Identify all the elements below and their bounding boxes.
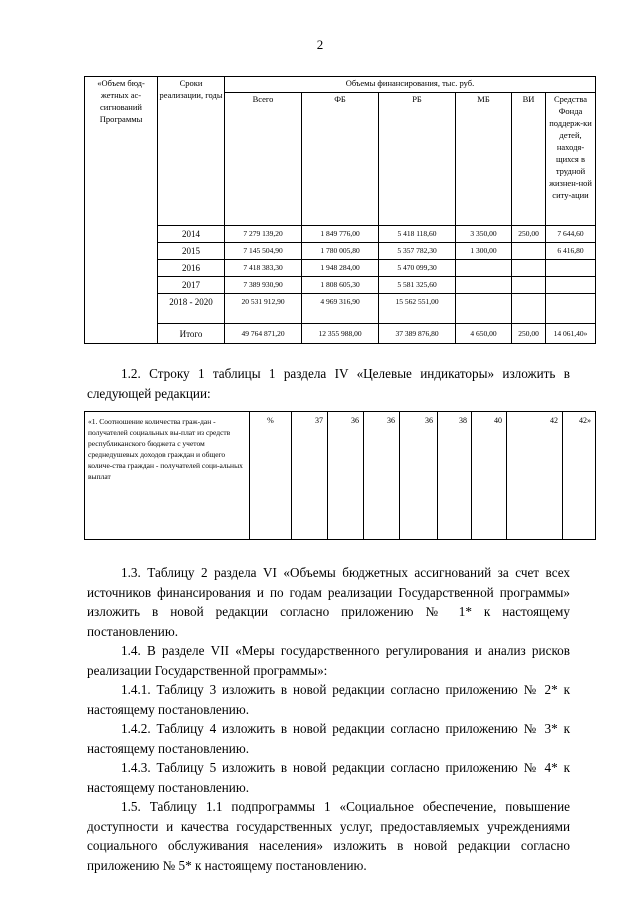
table-row bbox=[85, 226, 596, 243]
value-cell bbox=[456, 277, 512, 294]
value-cell bbox=[546, 294, 596, 324]
indicator-name-cell: «1. Соотношение количества граж-дан - получателей социальных вы-плат из средств республиканского бюджета с учетом среднедушевых доходов граждан и общего количе-ства граждан - получателей соци-альных выплат bbox=[85, 412, 250, 540]
indicator-unit-cell: % bbox=[250, 412, 292, 540]
year-cell: 2018 - 2020 bbox=[158, 294, 225, 324]
total-value-cell: 12 355 988,00 bbox=[302, 324, 379, 344]
value-cell: 6 416,80 bbox=[546, 243, 596, 260]
value-cell bbox=[546, 260, 596, 277]
indicator-value-cell: 36 bbox=[328, 412, 364, 540]
page-number: 2 bbox=[316, 37, 324, 52]
indicator-value-cell: 40 bbox=[472, 412, 507, 540]
value-cell bbox=[512, 243, 546, 260]
indicator-value-cell: 42 bbox=[507, 412, 563, 540]
column-header-fund: Средства Фонда поддерж-ки детей, находя-щихся в трудной жизнен-ной ситу-ации bbox=[546, 93, 596, 226]
total-value-cell: 49 764 871,20 bbox=[225, 324, 302, 344]
funding-table bbox=[84, 76, 596, 344]
column-header-fb: ФБ bbox=[302, 93, 379, 226]
table-row bbox=[85, 260, 596, 277]
paragraph-1-4-3: 1.4.3. Таблицу 5 изложить в новой редакции согласно приложению № 4* к настоящему постановлению. bbox=[87, 760, 570, 795]
funding-group-header-cell: Объемы финансирования, тыс. руб. bbox=[225, 77, 596, 93]
year-cell: 2016 bbox=[158, 260, 225, 277]
paragraph-1-4-1: 1.4.1. Таблицу 3 изложить в новой редакции согласно приложению № 2* к настоящему постановлению. bbox=[87, 682, 570, 717]
value-cell: 7 644,60 bbox=[546, 226, 596, 243]
paragraph-1-4-2: 1.4.2. Таблицу 4 изложить в новой редакции согласно приложению № 3* к настоящему постановлению. bbox=[87, 721, 570, 756]
years-header-cell: Сроки реализации, годы bbox=[158, 77, 225, 226]
value-cell: 7 145 504,90 bbox=[225, 243, 302, 260]
total-label-cell: Итого bbox=[158, 324, 225, 344]
value-cell bbox=[546, 277, 596, 294]
indicator-value-cell: 36 bbox=[400, 412, 438, 540]
indicator-value-cell: 37 bbox=[292, 412, 328, 540]
indicator-value-cell: 38 bbox=[438, 412, 472, 540]
value-cell: 15 562 551,00 bbox=[379, 294, 456, 324]
total-value-cell: 37 389 876,80 bbox=[379, 324, 456, 344]
indicator-table bbox=[84, 411, 596, 540]
table-row-total bbox=[85, 324, 596, 344]
year-cell: 2014 bbox=[158, 226, 225, 243]
table-row bbox=[85, 294, 596, 324]
total-value-cell: 4 650,00 bbox=[456, 324, 512, 344]
year-cell: 2017 bbox=[158, 277, 225, 294]
table-row bbox=[85, 243, 596, 260]
indicator-row bbox=[85, 412, 596, 540]
table-row bbox=[85, 277, 596, 294]
value-cell: 5 418 118,60 bbox=[379, 226, 456, 243]
column-header-mb: МБ bbox=[456, 93, 512, 226]
value-cell: 1 780 005,80 bbox=[302, 243, 379, 260]
value-cell: 1 948 284,00 bbox=[302, 260, 379, 277]
value-cell: 7 389 930,90 bbox=[225, 277, 302, 294]
value-cell: 7 418 383,30 bbox=[225, 260, 302, 277]
indicator-value-cell: 42» bbox=[563, 412, 596, 540]
indicator-value-cell: 36 bbox=[364, 412, 400, 540]
program-header-cell: «Объем бюд-жетных ас-сигнований Программы bbox=[85, 77, 158, 344]
paragraph-1-5: 1.5. Таблицу 1.1 подпрограммы 1 «Социальное обеспечение, повышение доступности и качества государственных услуг, предоставляемых учреждениями социального обслуживания населения» изложить в новой редакции согласно приложению № 5* к настоящему постановлению. bbox=[87, 799, 570, 873]
value-cell: 5 470 099,30 bbox=[379, 260, 456, 277]
column-header-vi: ВИ bbox=[512, 93, 546, 226]
value-cell: 1 808 605,30 bbox=[302, 277, 379, 294]
value-cell: 5 357 782,30 bbox=[379, 243, 456, 260]
column-header-rb: РБ bbox=[379, 93, 456, 226]
total-value-cell: 14 061,40» bbox=[546, 324, 596, 344]
paragraph-1-2: 1.2. Строку 1 таблицы 1 раздела IV «Целевые индикаторы» изложить в следующей редакции: bbox=[87, 366, 570, 401]
paragraph-1-3: 1.3. Таблицу 2 раздела VI «Объемы бюджетных ассигнований за счет всех источников финансирования и по годам реализации Государственной программы» изложить в новой редакции согласно приложению № 1* к настоящему постановлению. bbox=[87, 565, 570, 639]
value-cell: 4 969 316,90 bbox=[302, 294, 379, 324]
year-cell: 2015 bbox=[158, 243, 225, 260]
value-cell: 1 300,00 bbox=[456, 243, 512, 260]
value-cell bbox=[512, 260, 546, 277]
value-cell: 5 581 325,60 bbox=[379, 277, 456, 294]
value-cell: 3 350,00 bbox=[456, 226, 512, 243]
total-value-cell: 250,00 bbox=[512, 324, 546, 344]
value-cell bbox=[512, 277, 546, 294]
value-cell: 1 849 776,00 bbox=[302, 226, 379, 243]
column-header-total: Всего bbox=[225, 93, 302, 226]
paragraph-1-4: 1.4. В разделе VII «Меры государственного регулирования и анализ рисков реализации Государственной программы»: bbox=[87, 643, 570, 678]
value-cell: 7 279 139,20 bbox=[225, 226, 302, 243]
value-cell: 250,00 bbox=[512, 226, 546, 243]
value-cell: 20 531 912,90 bbox=[225, 294, 302, 324]
value-cell bbox=[456, 294, 512, 324]
value-cell bbox=[512, 294, 546, 324]
value-cell bbox=[456, 260, 512, 277]
